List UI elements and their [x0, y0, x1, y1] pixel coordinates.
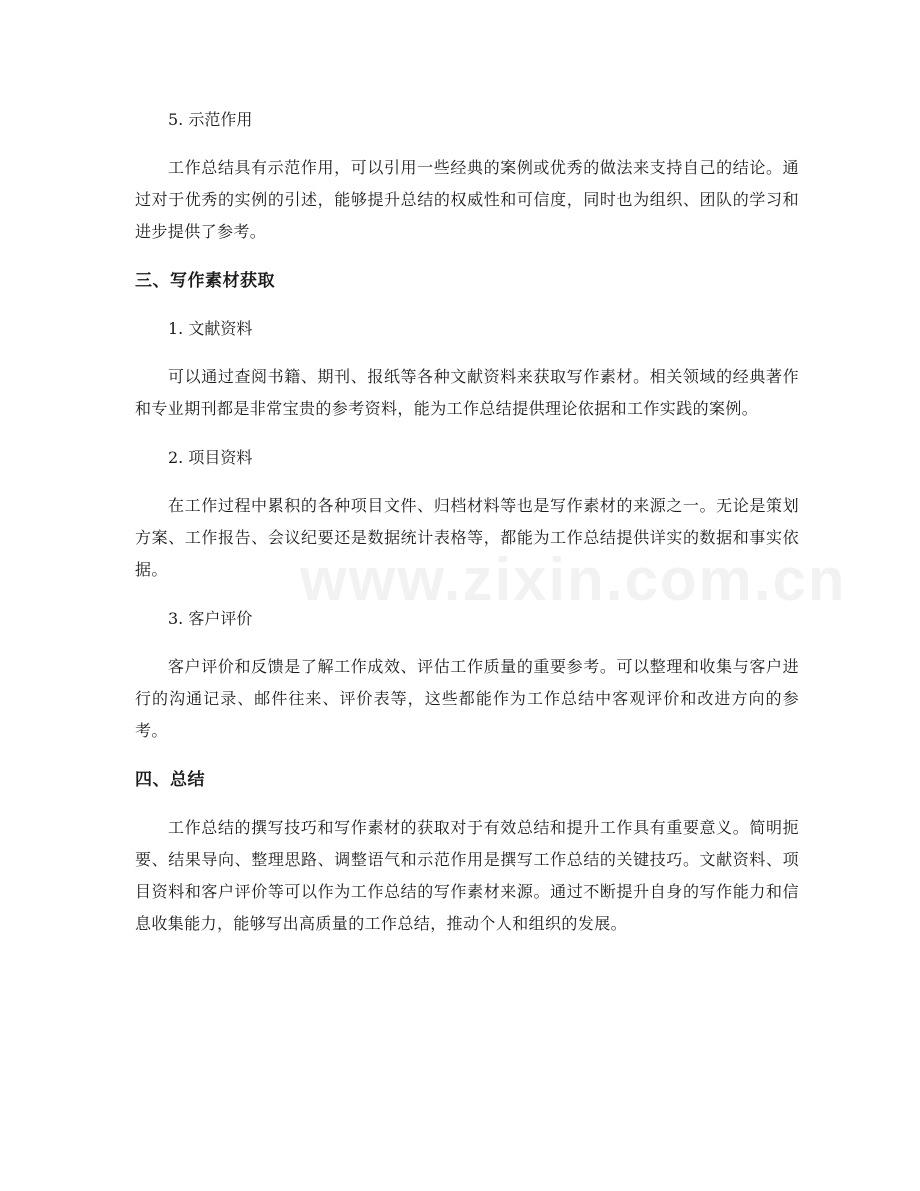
- paragraph-customer: 客户评价和反馈是了解工作成效、评估工作质量的重要参考。可以整理和收集与客户进行的沟通记录、邮件往来、评价表等，这些都能作为工作总结中客观评价和改进方向的参考。: [135, 657, 799, 740]
- document-body: [135, 104, 799, 957]
- subheading-demonstration: 5. 示范作用: [168, 110, 253, 129]
- subheading-literature: 1. 文献资料: [168, 319, 253, 338]
- paragraph-project: 在工作过程中累积的各种项目文件、归档材料等也是写作素材的来源之一。无论是策划方案、工作报告、会议纪要还是数据统计表格等，都能为工作总结提供详实的数据和事实依据。: [135, 496, 799, 579]
- paragraph-summary: 工作总结的撰写技巧和写作素材的获取对于有效总结和提升工作具有重要意义。简明扼要、结果导向、整理思路、调整语气和示范作用是撰写工作总结的关键技巧。文献资料、项目资料和客户评价等可以作为工作总结的写作素材来源。通过不断提升自身的写作能力和信息收集能力，能够写出高质量的工作总结，推动个人和组织的发展。: [135, 818, 799, 933]
- section-heading-summary: 四、总结: [135, 770, 205, 790]
- watermark: www.zixin.com.cn: [300, 546, 847, 613]
- section-heading-materials: 三、写作素材获取: [135, 271, 275, 291]
- subheading-customer: 3. 客户评价: [168, 609, 253, 628]
- paragraph-demonstration: 工作总结具有示范作用，可以引用一些经典的案例或优秀的做法来支持自己的结论。通过对于优秀的实例的引述，能够提升总结的权威性和可信度，同时也为组织、团队的学习和进步提供了参考。: [135, 158, 799, 241]
- subheading-project: 2. 项目资料: [168, 448, 253, 467]
- paragraph-literature: 可以通过查阅书籍、期刊、报纸等各种文献资料来获取写作素材。相关领域的经典著作和专业期刊都是非常宝贵的参考资料，能为工作总结提供理论依据和工作实践的案例。: [135, 367, 799, 418]
